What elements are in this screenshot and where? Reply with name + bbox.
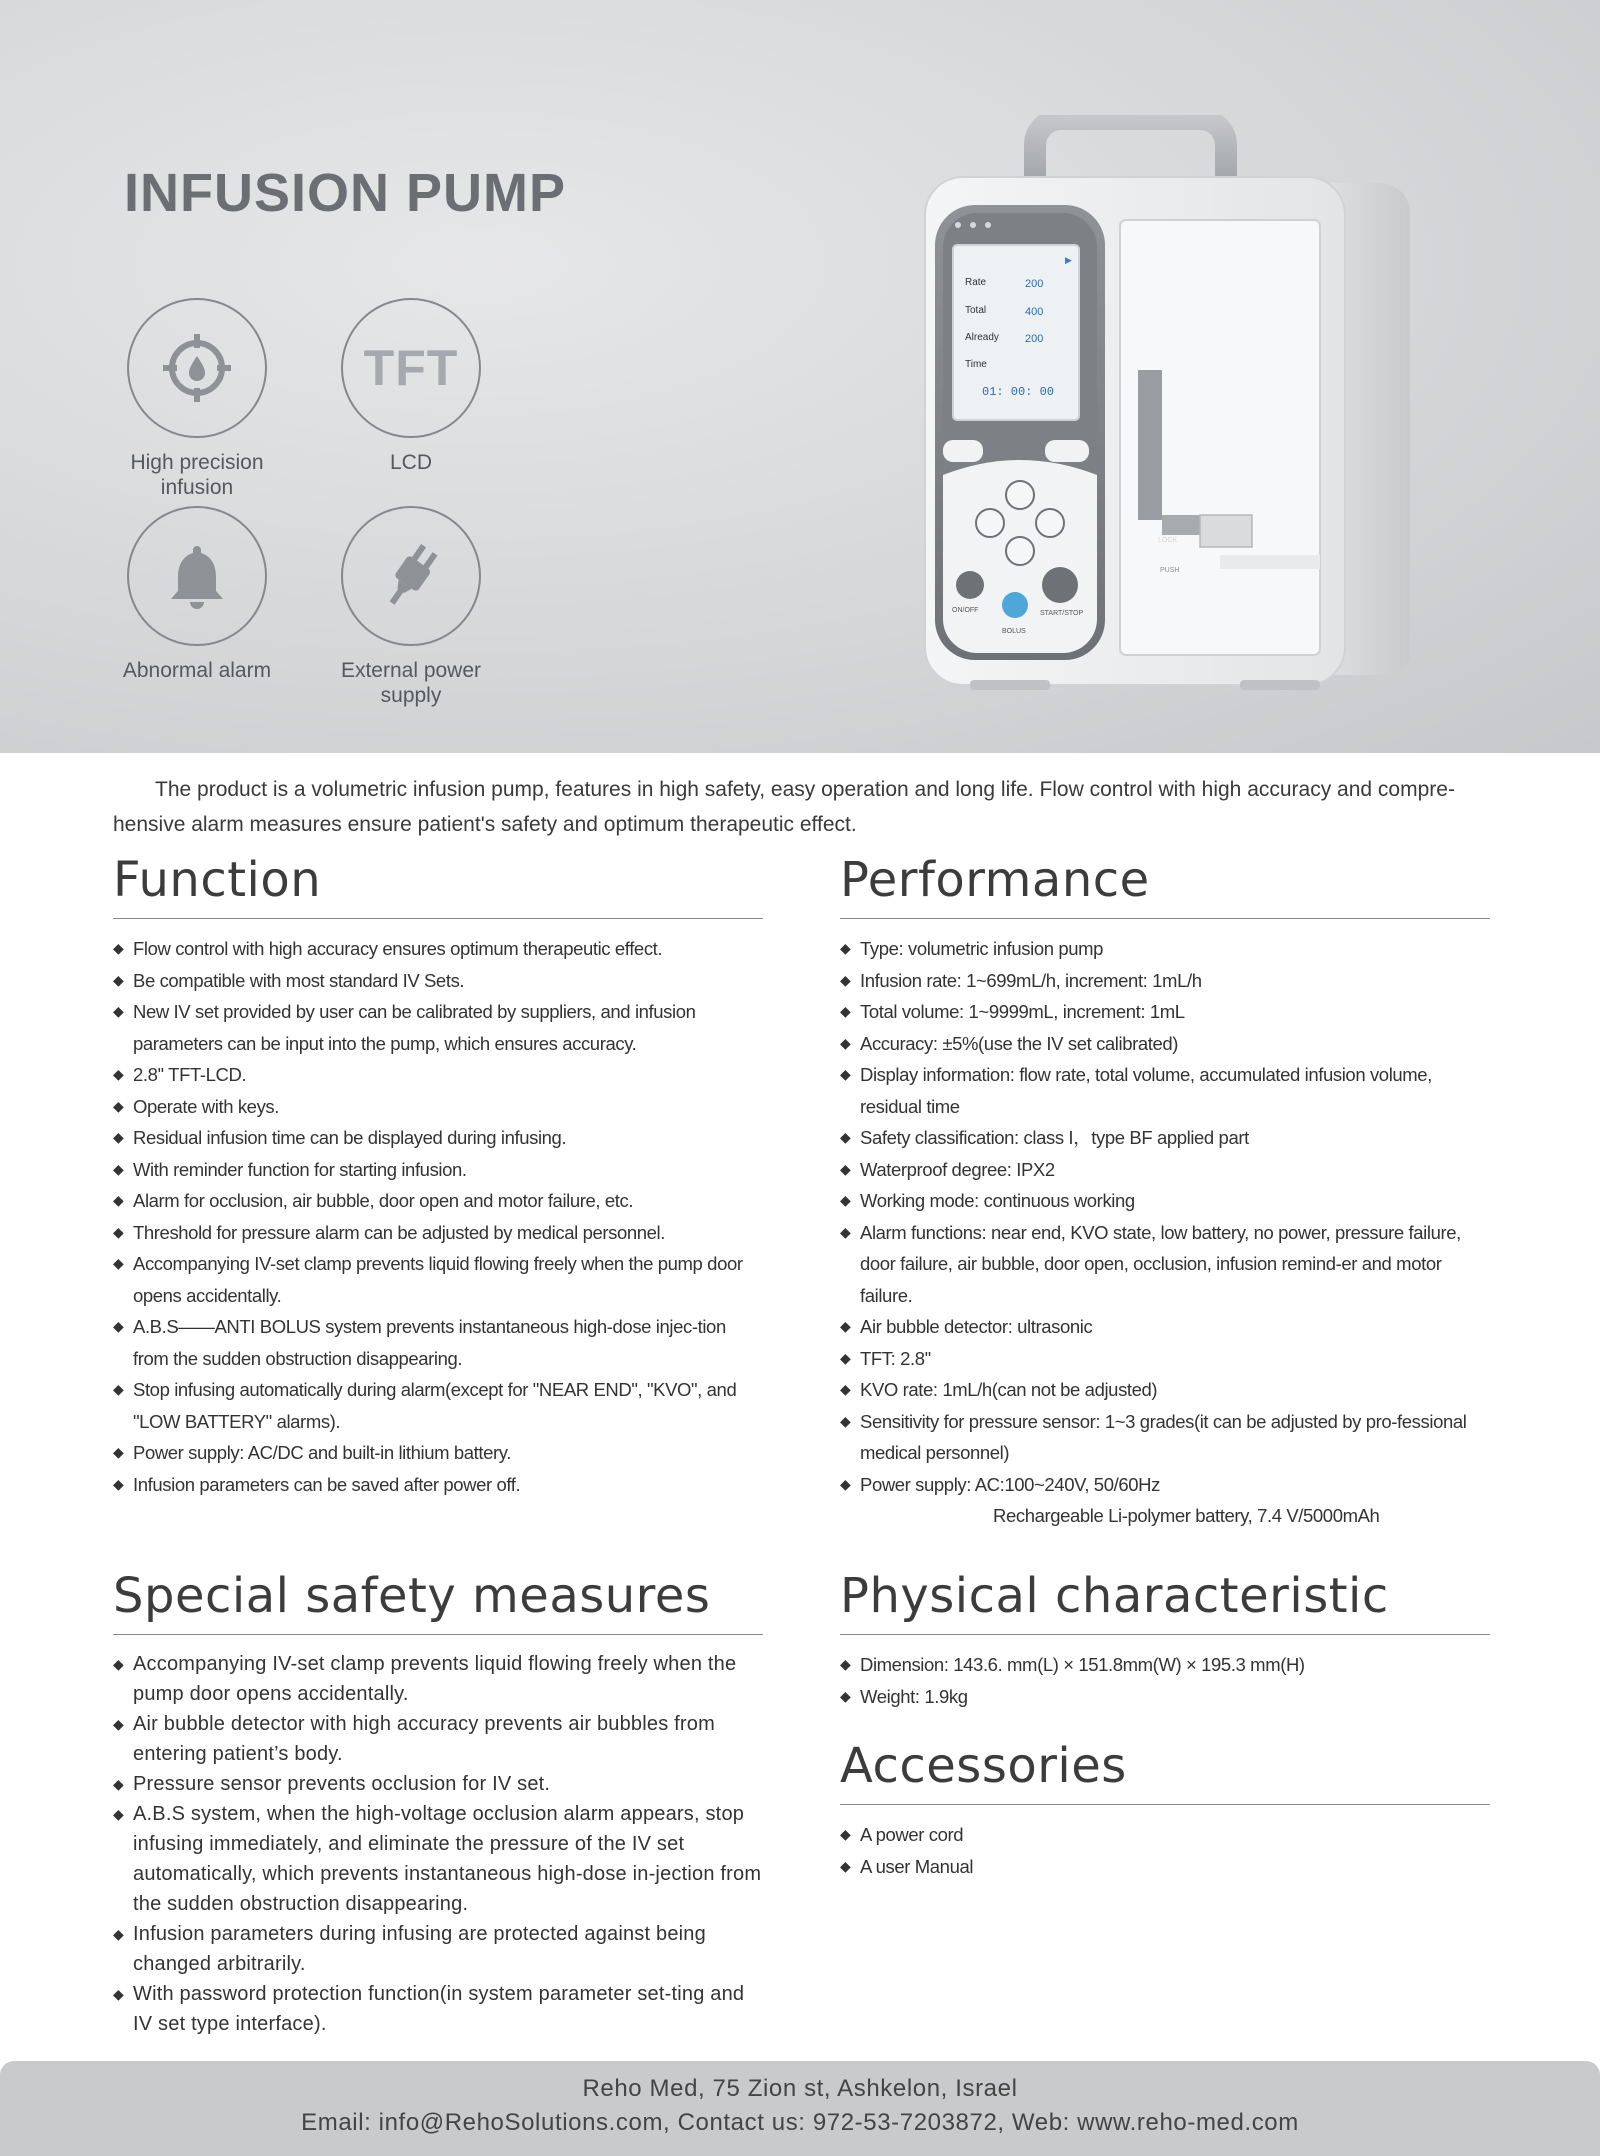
list-item: ◆ Total volume: 1~9999mL, increment: 1mL [840, 996, 1490, 1028]
safety-section [113, 1568, 763, 2039]
list-item: ◆ Power supply: AC/DC and built-in lithium battery. [113, 1437, 763, 1469]
plug-icon [371, 536, 451, 616]
list-item: ◆ Display information: flow rate, total volume, accumulated infusion volume, residual time [840, 1059, 1490, 1122]
physical-list [840, 1649, 1490, 1712]
page-title: INFUSION PUMP [124, 163, 567, 223]
performance-list [840, 933, 1490, 1500]
list-item: ◆ Working mode: continuous working [840, 1185, 1490, 1217]
list-item: ◆ TFT: 2.8'' [840, 1343, 1490, 1375]
screen-row-label: Time [965, 359, 987, 370]
list-item: ◆ Alarm functions: near end, KVO state, low battery, no power, pressure failure, door failure, air bubble, door open, occlusion, infusion remind-er and motor failure. [840, 1217, 1490, 1312]
startstop-label: START/STOP [1040, 610, 1084, 617]
physical-section [840, 1568, 1490, 1712]
list-item: ◆ Infusion parameters during infusing are protected against being changed arbitrarily. [113, 1919, 763, 1979]
hero-banner [0, 0, 1600, 753]
lock-label: LOCK [1158, 537, 1178, 544]
svg-text:▶: ▶ [1065, 255, 1072, 265]
feature-label: High precision infusion [130, 451, 264, 499]
list-item: ◆ Accompanying IV-set clamp prevents liquid flowing freely when the pump door opens accidentally. [113, 1649, 763, 1709]
screen-row-label: Rate [965, 277, 987, 288]
section-title: Accessories [840, 1738, 1490, 1805]
list-item: ◆ Waterproof degree: IPX2 [840, 1154, 1490, 1186]
list-item: ◆ A.B.S system, when the high-voltage occlusion alarm appears, stop infusing immediately, and eliminate the pressure of the IV set automatically, which prevents instantaneous high-dose in-jection from the sudden obstruction disappearing. [113, 1799, 763, 1919]
list-item: ◆ Infusion parameters can be saved after power off. [113, 1469, 763, 1501]
intro-paragraph: The product is a volumetric infusion pump, features in high safety, easy operation and long life. Flow control with high accuracy and compre-hensive alarm measures ensure patient's safety and optimum therapeutic effect. [113, 778, 1455, 836]
precision-drop-icon [157, 328, 237, 408]
list-item: ◆ Stop infusing automatically during alarm(except for "NEAR END", "KVO", and "LOW BATTERY" alarms). [113, 1374, 763, 1437]
list-item: ◆ New IV set provided by user can be calibrated by suppliers, and infusion parameters can be input into the pump, which ensures accuracy. [113, 996, 763, 1059]
screen-row-value: 400 [1025, 306, 1044, 318]
list-item: ◆ Pressure sensor prevents occlusion for IV set. [113, 1769, 763, 1799]
footer-address: Reho Med, 75 Zion st, Ashkelon, Israel [582, 2075, 1018, 2102]
feature-alarm [97, 506, 297, 683]
feature-circle [127, 506, 267, 646]
feature-lcd [311, 298, 511, 475]
list-item: ◆ Residual infusion time can be displayed during infusing. [113, 1122, 763, 1154]
feature-power [311, 506, 511, 708]
safety-list [113, 1649, 763, 2039]
screen-time: 01: 00: 00 [982, 385, 1055, 399]
list-item: ◆ Safety classification: class I，type BF applied part [840, 1122, 1490, 1154]
infusion-pump-image [910, 115, 1430, 715]
feature-label: Abnormal alarm [122, 659, 272, 682]
list-item: ◆ With password protection function(in system parameter set-ting and IV set type interface). [113, 1979, 763, 2039]
feature-circle [127, 298, 267, 438]
list-item: ◆ Be compatible with most standard IV Sets. [113, 965, 763, 997]
list-item: ◆ Infusion rate: 1~699mL/h, increment: 1mL/h [840, 965, 1490, 997]
list-item: ◆ A.B.S——ANTI BOLUS system prevents instantaneous high-dose injec-tion from the sudden obstruction disappearing. [113, 1311, 763, 1374]
list-item: ◆ With reminder function for starting infusion. [113, 1154, 763, 1186]
list-item: ◆ Accompanying IV-set clamp prevents liquid flowing freely when the pump door opens accidentally. [113, 1248, 763, 1311]
bolus-label: BOLUS [1002, 628, 1026, 635]
list-item: ◆ Accuracy: ±5%(use the IV set calibrated) [840, 1028, 1490, 1060]
function-section [113, 852, 763, 1500]
list-item: ◆ Type: volumetric infusion pump [840, 933, 1490, 965]
section-title: Physical characteristic [840, 1568, 1490, 1635]
screen-row-value: 200 [1025, 278, 1044, 290]
screen-row-label: Total [965, 305, 987, 316]
feature-label: LCD [389, 451, 432, 474]
power-supply-battery: Rechargeable Li-polymer battery, 7.4 V/5000mAh [993, 1505, 1380, 1526]
feature-label: External power supply [340, 659, 482, 707]
list-item: ◆ Operate with keys. [113, 1091, 763, 1123]
accessories-section [840, 1738, 1490, 1882]
function-list [113, 933, 763, 1500]
list-item: ◆ Threshold for pressure alarm can be adjusted by medical personnel. [113, 1217, 763, 1249]
list-item: ◆ Flow control with high accuracy ensures optimum therapeutic effect. [113, 933, 763, 965]
list-item: ◆ A power cord [840, 1819, 1490, 1851]
list-item: ◆ Sensitivity for pressure sensor: 1~3 grades(it can be adjusted by pro-fessional medical personnel) [840, 1406, 1490, 1469]
list-item: ◆ KVO rate: 1mL/h(can not be adjusted) [840, 1374, 1490, 1406]
feature-circle [341, 506, 481, 646]
list-item: ◆ Alarm for occlusion, air bubble, door open and motor failure, etc. [113, 1185, 763, 1217]
footer [0, 2061, 1600, 2156]
push-label: PUSH [1160, 567, 1180, 574]
list-item: ◆ Air bubble detector with high accuracy prevents air bubbles from entering patient’s body. [113, 1709, 763, 1769]
list-item: ◆ Power supply: AC:100~240V, 50/60Hz [840, 1469, 1490, 1501]
list-item: ◆ Air bubble detector: ultrasonic [840, 1311, 1490, 1343]
list-item: ◆ Dimension: 143.6. mm(L) × 151.8mm(W) × 195.3 mm(H) [840, 1649, 1490, 1681]
onoff-label: ON/OFF [952, 607, 979, 614]
screen-row-label: Already [965, 332, 999, 343]
feature-high-precision [97, 298, 297, 500]
section-title: Special safety measures [113, 1568, 763, 1635]
section-title: Performance [840, 852, 1490, 919]
list-item: ◆ 2.8'' TFT-LCD. [113, 1059, 763, 1091]
tft-icon: TFT [363, 340, 459, 396]
list-item: ◆ Weight: 1.9kg [840, 1681, 1490, 1713]
performance-section [840, 852, 1490, 1532]
screen-row-value: 200 [1025, 333, 1044, 345]
footer-contact[interactable]: Email: info@RehoSolutions.com, Contact us: 972-53-7203872, Web: www.reho-med.com [301, 2109, 1299, 2136]
feature-circle [341, 298, 481, 438]
accessories-list [840, 1819, 1490, 1882]
bell-icon [157, 536, 237, 616]
section-title: Function [113, 852, 763, 919]
list-item: ◆ A user Manual [840, 1851, 1490, 1883]
